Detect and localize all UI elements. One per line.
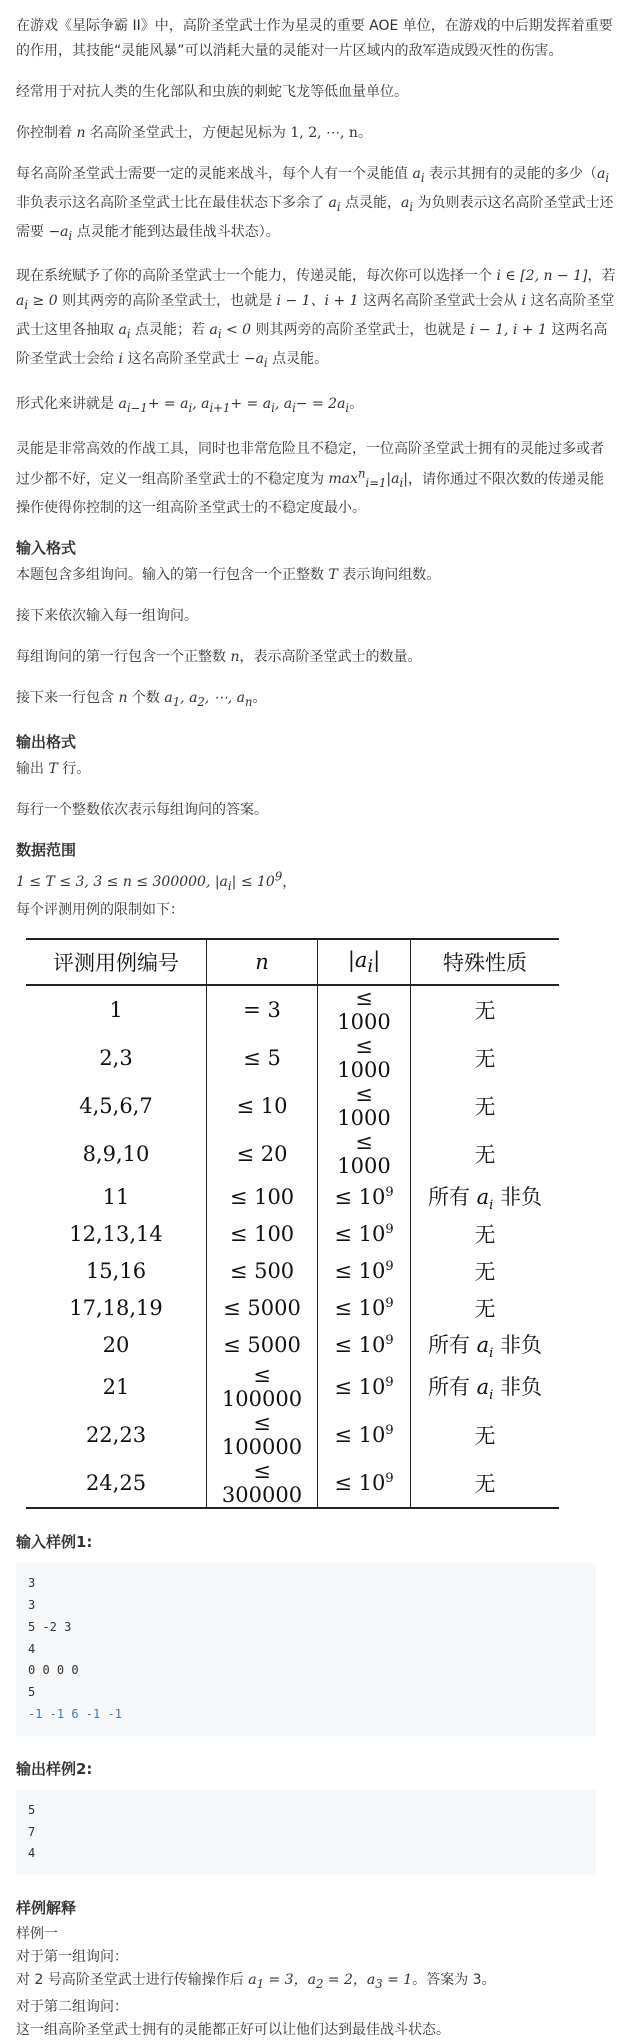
cell-n: ≤ 5000 (207, 1326, 318, 1363)
cell-id: 24,25 (26, 1459, 207, 1508)
cell-a: ≤ $10^9$ (318, 1326, 411, 1363)
cell-a: ≤ $10^9$ (318, 1411, 411, 1459)
cell-a: ≤ $10^9$ (318, 1363, 411, 1411)
table-row (26, 985, 559, 1034)
table-row (26, 1289, 559, 1326)
formal-paragraph: 形式化来讲就是 $a_{i-1}+ = a_i$, $a_{i+1}+ = a_i$, $a_i- = 2a_i$。 (16, 395, 364, 415)
table-row (26, 1215, 559, 1252)
cell-n: ≤ 500 (207, 1252, 318, 1289)
code-line: 5 (28, 1802, 36, 1817)
code-line: -1 -1 6 -1 -1 (28, 1707, 122, 1722)
cell-n: ≤ 100000 (207, 1411, 318, 1459)
cell-a: ≤ $10^9$ (318, 1215, 411, 1252)
table-row (26, 1326, 559, 1363)
table-row (26, 1082, 559, 1130)
cell-id: 22,23 (26, 1411, 207, 1459)
output-line-2: 每行一个整数依次表示每组询问的答案。 (16, 801, 268, 818)
usage-paragraph: 经常用于对抗人类的生化部队和虫族的刺蛇飞龙等低血量单位。 (16, 84, 408, 100)
cell-n: ≤ 5 (207, 1034, 318, 1082)
cell-a: ≤ $10^9$ (318, 1252, 411, 1289)
range-heading: 数据范围 (16, 840, 77, 859)
explanation-text (16, 1923, 616, 2042)
cell-special: 无 (474, 1259, 496, 1284)
cell-id: 11 (26, 1178, 207, 1215)
code-line: 4 (28, 1846, 36, 1861)
cell-special: 无 (474, 1047, 496, 1072)
cell-special: 所有 $a_i$ 非负 (427, 1184, 543, 1213)
cell-n: = 3 (207, 985, 318, 1034)
cell-id: 1 (26, 985, 207, 1034)
cell-id: 4,5,6,7 (26, 1082, 207, 1130)
cell-id: 20 (26, 1326, 207, 1363)
table-row (26, 1178, 559, 1215)
cell-id: 15,16 (26, 1252, 207, 1289)
cell-a: ≤ $10^9$ (318, 1459, 411, 1508)
code-line: 4 (28, 1641, 36, 1656)
table-row (26, 1130, 559, 1178)
cell-id: 8,9,10 (26, 1130, 207, 1178)
cell-special: 所有 $a_i$ 非负 (427, 1375, 543, 1404)
cell-id: 12,13,14 (26, 1215, 207, 1252)
cell-id: 2,3 (26, 1034, 207, 1082)
cell-n: ≤ 100 (207, 1215, 318, 1252)
cell-n: ≤ 20 (207, 1130, 318, 1178)
cell-special: 无 (411, 1459, 560, 1508)
code-line: 0 0 0 0 (28, 1663, 79, 1678)
input-line-2: 接下来依次输入每一组询问。 (16, 608, 198, 625)
cell-a: ≤ 1000 (318, 985, 411, 1034)
table-row (26, 1034, 559, 1082)
cell-special: 无 (474, 1095, 496, 1120)
input-format-heading: 输入格式 (16, 539, 77, 558)
output-line-1: 输出 T 行。 (16, 760, 91, 777)
cell-special: 所有 $a_i$ 非负 (427, 1332, 543, 1361)
table-row (26, 1363, 559, 1411)
col-header-id: 评测用例编号 (26, 939, 207, 985)
cell-id: 17,18,19 (26, 1289, 207, 1326)
cell-a: ≤ $10^9$ (318, 1289, 411, 1326)
cell-a: ≤ 1000 (318, 1082, 411, 1130)
range-text: 1 ≤ T ≤ 3, 3 ≤ n ≤ 300000, $|a_i| \le 10^9$， 每个评测用例的限制如下： (16, 869, 297, 919)
control-paragraph: 你控制着 n 名高阶圣堂武士，方便起见标为 1, 2, ⋯, n。 (16, 125, 372, 141)
cell-n: ≤ 10 (207, 1082, 318, 1130)
cell-a: ≤ $10^9$ (318, 1178, 411, 1215)
table-row (26, 1252, 559, 1289)
ability-paragraph: 现在系统赋予了你的高阶圣堂武士一个能力，传递灵能，每次你可以选择一个 i ∈ [2, n − 1]，若 $a_i \ge 0$ 则其两旁的高阶圣堂武士，也就是 i − 1、i + 1 这两名高阶圣堂武士会从 i 这名高阶圣堂武士这里各抽取 $a_i$ 点灵能；若 $a_i < 0$ 则其两旁的高阶圣堂武士，也就是 i − 1, i + 1 这两名高阶圣堂武士会给 i 这名高阶圣堂武士 $-a_i$ 点灵能。 (16, 268, 616, 370)
cell-a: ≤ 1000 (318, 1130, 411, 1178)
code-line: 5 -2 3 (28, 1619, 72, 1634)
cell-n: ≤ 5000 (207, 1289, 318, 1326)
cell-a: ≤ 1000 (318, 1034, 411, 1082)
psi-paragraph: 每名高阶圣堂武士需要一定的灵能来战斗，每个人有一个灵能值 $a_i$ 表示其拥有的灵能的多少（$a_i$ 非负表示这名高阶圣堂武士比在最佳状态下多余了 $a_i$ 点灵能，$a_i$ 为负则表示这名高阶圣堂武士还需要 $-a_i$ 点灵能才能到达最佳战斗状态）。 (16, 166, 614, 243)
explain-line: 这一组高阶圣堂武士拥有的灵能都正好可以让他们达到最佳战斗状态。 (16, 2022, 450, 2039)
cell-n: ≤ 100000 (207, 1363, 318, 1411)
cell-special: 无 (474, 1424, 496, 1449)
cell-id: 21 (26, 1363, 207, 1411)
explanation-heading: 样例解释 (16, 1899, 77, 1918)
sample-output-block (16, 1790, 596, 1875)
cell-n: ≤ 100 (207, 1178, 318, 1215)
input-line-1: 本题包含多组询问。输入的第一行包含一个正整数 T 表示询问组数。 (16, 567, 441, 584)
col-header-n: n (207, 939, 318, 985)
code-line: 3 (28, 1598, 36, 1613)
cell-n: ≤ 300000 (207, 1459, 318, 1508)
cell-special: 无 (474, 999, 496, 1024)
col-header-a: $|a_i|$ (318, 939, 411, 985)
explain-line: 样例一 (16, 1926, 58, 1943)
table-row (26, 1459, 559, 1508)
intro-paragraph: 在游戏《星际争霸 II》中，高阶圣堂武士作为星灵的重要 AOE 单位，在游戏的中后期发挥着重要的作用，其技能“灵能风暴”可以消耗大量的灵能对一片区域内的敌军造成毁灭性的伤害。 (16, 18, 613, 59)
cell-special: 无 (474, 1222, 496, 1247)
explain-line: 对于第二组询问： (16, 1999, 128, 2016)
limits-table (26, 938, 559, 1509)
table-row (26, 1411, 559, 1459)
cell-special: 无 (474, 1143, 496, 1168)
col-header-special: 特殊性质 (411, 939, 560, 985)
output-format-heading: 输出格式 (16, 732, 77, 751)
explain-line: 对 2 号高阶圣堂武士进行传输操作后 $a_1 = 3$，$a_2 = 2$，$a_3 = 1$。答案为 3。 (16, 1972, 496, 1992)
problem-statement (16, 14, 616, 2042)
input-line-4: 接下来一行包含 n 个数 $a_1$, $a_2$, ⋯, $a_n$。 (16, 690, 267, 709)
code-line: 5 (28, 1685, 36, 1700)
sample-output-heading: 输出样例2: (16, 1759, 93, 1778)
sample-input-heading: 输入样例1: (16, 1533, 93, 1552)
code-line: 3 (28, 1576, 36, 1591)
input-line-3: 每组询问的第一行包含一个正整数 n，表示高阶圣堂武士的数量。 (16, 649, 422, 666)
code-line: 7 (28, 1824, 36, 1839)
explain-line: 对于第一组询问： (16, 1949, 128, 1966)
instability-paragraph: 灵能是非常高效的作战工具，同时也非常危险且不稳定，一位高阶圣堂武士拥有的灵能过多或者过少都不好，定义一组高阶圣堂武士的不稳定度为 $\max^n_{i=1}|a_i|$，请你通过不限次数的传递灵能操作使得你控制的这一组高阶圣堂武士的不稳定度最小。 (16, 440, 604, 517)
cell-special: 无 (474, 1296, 496, 1321)
sample-input-block (16, 1563, 596, 1736)
